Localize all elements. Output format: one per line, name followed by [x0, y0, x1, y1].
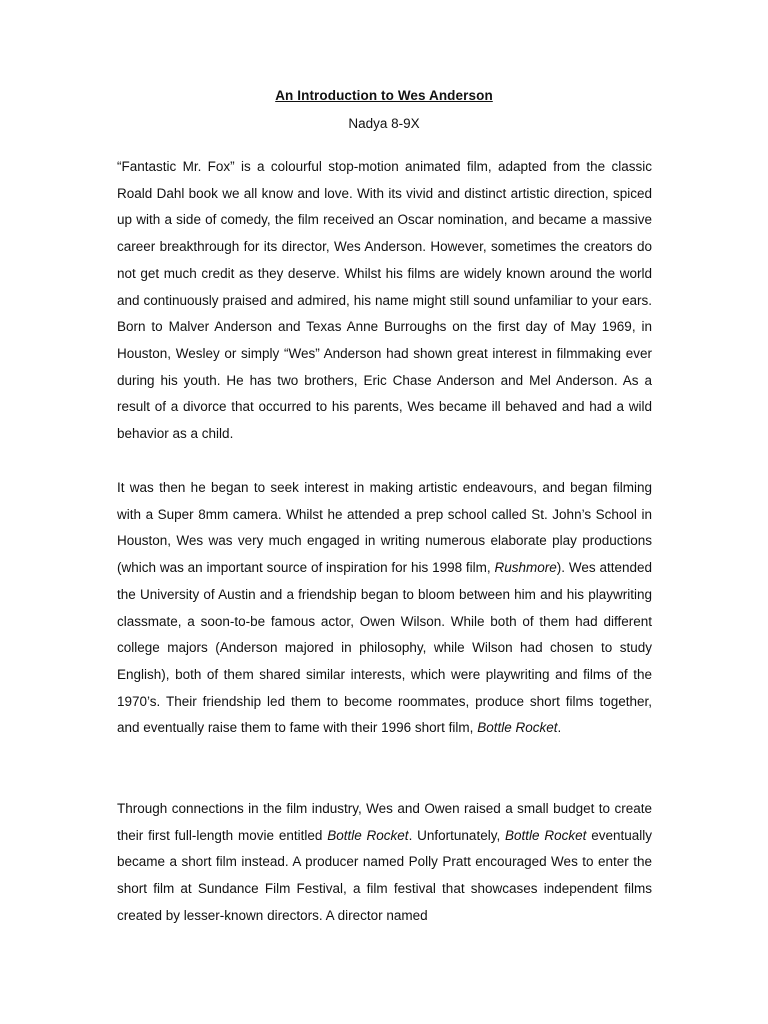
paragraph-text: eventually became a short film instead. A producer named Polly Pratt encouraged Wes to enter the short film at Sundance Film Festival, a film festival that showcases independent films created by lesser-known directors. A director named — [117, 827, 653, 923]
paragraph-text: “Fantastic Mr. Fox” is a colourful stop-motion animated film, adapted from the classic Roald Dahl book we all know and love. With its vivid and distinct artistic direction, spiced up with a side of comedy, the film received an Oscar nomination, and became a massive career breakthrough for its director, Wes Anderson. However, sometimes the creators do not get much credit as they deserve. Whilst his films are widely known around the world and continuously praised and admired, his name might still sound unfamiliar to your ears. Born to Malver Anderson and Texas Anne Burroughs on the first day of May 1969, in Houston, Wesley or simply “Wes” Anderson had shown great interest in filmmaking ever during his youth. He has two brothers, Eric Chase Anderson and Mel Anderson. As a result of a divorce that occurred to his parents, Wes became ill behaved and had a wild behavior as a child. — [117, 159, 652, 442]
paragraph-text: ). Wes attended the University of Austin and a friendship began to bloom between him and his playwriting classmate, a soon-to-be famous actor, Owen Wilson. While both of them had different college majors (Anderson majored in philosophy, while Wilson had chosen to study English), both of them shared similar interests, which were playwriting and films of the 1970’s. Their friendship led them to become roommates, produce short films together, and eventually raise them to fame with their 1996 short film, — [117, 560, 653, 736]
paragraph-3 — [117, 796, 652, 930]
paragraph-1 — [117, 154, 652, 448]
paragraph-text: . — [557, 720, 562, 736]
film-title-bottle-rocket: Bottle Rocket — [327, 827, 409, 843]
film-title-bottle-rocket: Bottle Rocket — [477, 720, 558, 736]
paragraph-text: . Unfortunately, — [408, 827, 506, 843]
document-author: Nadya 8-9X — [348, 116, 420, 131]
paragraph-2 — [117, 475, 652, 742]
document-title: An Introduction to Wes Anderson — [275, 88, 493, 103]
paragraph-text: Through connections in the film industry, Wes and Owen raised a small budget to create their first full-length movie entitled — [117, 801, 652, 843]
film-title-bottle-rocket: Bottle Rocket — [505, 827, 587, 843]
film-title-rushmore: Rushmore — [494, 560, 557, 576]
paragraph-text: It was then he began to seek interest in making artistic endeavours, and began filming with a Super 8mm camera. Whilst he attended a prep school called St. John’s School in Houston, Wes was very much engaged in writing numerous elaborate play productions (which was an important source of inspiration for his 1998 film, — [117, 480, 652, 576]
